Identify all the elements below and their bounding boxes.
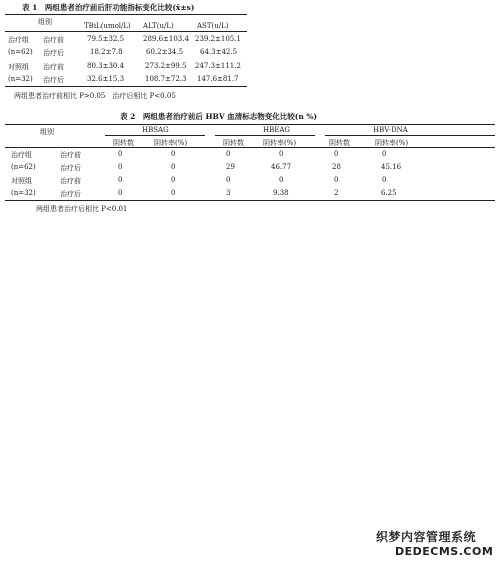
table1-cell: 289.6±103.4 (143, 35, 189, 43)
table2-cell: 0 (171, 189, 176, 197)
table2-cell: 9.38 (273, 189, 289, 197)
table2-cell: 对照组 (11, 177, 32, 185)
table2-cell: 3 (226, 189, 231, 197)
table1-header-rule (5, 31, 247, 32)
table2-subheader: 阴转率(%) (375, 139, 409, 147)
table2-cell: 治疗组 (11, 151, 32, 159)
table2-cell: 0 (334, 150, 339, 158)
table1-cell: (n=62) (8, 48, 33, 56)
table2-cell: 6.25 (381, 189, 397, 197)
table2-caption: 表 2 两组患者治疗前后 HBV 血清标志物变化比较(n %) (120, 112, 318, 121)
table1-cell: 147.6±81.7 (197, 75, 239, 83)
table1-top-rule (5, 14, 247, 15)
table2-cell: 0 (171, 150, 176, 158)
table1-cell: 273.2±99.5 (145, 62, 187, 70)
table1-note: 两组患者治疗前相比 P>0.05 治疗后相比 P<0.05 (14, 92, 176, 100)
table2-cell: 0 (279, 176, 284, 184)
table1-header-group: 组别 (38, 18, 52, 26)
table2-header-group: 组别 (40, 128, 54, 136)
table2-cell: 0 (118, 163, 123, 171)
table2-subheader: 阴转率(%) (154, 139, 188, 147)
table2-cell: 0 (171, 176, 176, 184)
table2-cell: (n=62) (11, 163, 36, 171)
watermark-cn: 织梦内容管理系统 (376, 530, 477, 544)
table2-cell: 0 (226, 150, 231, 158)
table1-header-tbil: TBiL(umol/L) (84, 22, 131, 30)
table2-cell: 0 (382, 150, 387, 158)
table2-group-rule-hbeag (215, 135, 315, 136)
table1-cell: 治疗前 (43, 36, 64, 44)
table2-cell: 治疗前 (60, 177, 81, 185)
table1-cell: 79.5±32.5 (87, 35, 125, 43)
table2-cell: 0 (279, 150, 284, 158)
table2-subheader: 阴转数 (113, 139, 134, 147)
table1-caption: 表 1 两组患者治疗前后肝功能指标变化比较(x̄±s) (22, 3, 195, 12)
table1-cell: 对照组 (8, 63, 29, 71)
table1-bottom-rule (5, 86, 247, 87)
table2-cell: 治疗后 (60, 164, 81, 172)
table2-cell: 0 (118, 189, 123, 197)
table1-cell: 治疗后 (43, 76, 64, 84)
table1-cell: 32.6±15.3 (87, 75, 125, 83)
table2-cell: 45.16 (381, 163, 402, 171)
table2-cell: 28 (332, 163, 341, 171)
table2-cell: 治疗后 (60, 190, 81, 198)
table1-cell: 64.3±42.5 (200, 48, 238, 56)
table2-header-rule (5, 147, 495, 148)
table2-subheader: 阴转数 (223, 139, 244, 147)
table2-group-rule-hbvdna (325, 135, 495, 136)
table2-cell: 46.77 (271, 163, 292, 171)
table1-header-alt: ALT(u/L) (143, 22, 174, 30)
watermark-en: DEDECMS.COM (395, 545, 494, 558)
table1-cell: 108.7±72.3 (145, 75, 187, 83)
table2-cell: 0 (171, 163, 176, 171)
table2-cell: (n=32) (11, 189, 36, 197)
table1-cell: 治疗组 (8, 36, 29, 44)
table1-cell: (n=32) (8, 75, 33, 83)
table2-cell: 2 (334, 189, 339, 197)
table2-bottom-rule (5, 200, 495, 201)
table1-header-ast: AST(u/L) (197, 22, 229, 30)
table1-cell: 治疗前 (43, 63, 64, 71)
table2-group-rule-hbsag (105, 135, 205, 136)
table1-cell: 18.2±7.8 (90, 48, 123, 56)
table1-cell: 60.2±34.5 (146, 48, 184, 56)
table2-header-hbsag: HBSAG (142, 126, 169, 134)
table1-cell: 247.3±111.2 (195, 62, 241, 70)
table2-cell: 0 (334, 176, 339, 184)
table2-subheader: 阴转数 (329, 139, 350, 147)
table2-cell: 0 (118, 176, 123, 184)
table2-cell: 29 (226, 163, 235, 171)
table1-cell: 治疗后 (43, 49, 64, 57)
table2-subheader: 阴转率(%) (263, 139, 297, 147)
table2-cell: 0 (226, 176, 231, 184)
table2-cell: 0 (118, 150, 123, 158)
table2-header-hbvdna: HBV-DNA (373, 126, 408, 134)
table1-cell: 239.2±105.1 (195, 35, 241, 43)
table2-top-rule (5, 124, 495, 125)
table2-header-hbeag: HBEAG (263, 126, 291, 134)
table2-note: 两组患者治疗后相比 P<0.01 (36, 205, 128, 213)
table2-cell: 治疗前 (60, 151, 81, 159)
table2-cell: 0 (382, 176, 387, 184)
table1-cell: 80.3±30.4 (87, 62, 125, 70)
